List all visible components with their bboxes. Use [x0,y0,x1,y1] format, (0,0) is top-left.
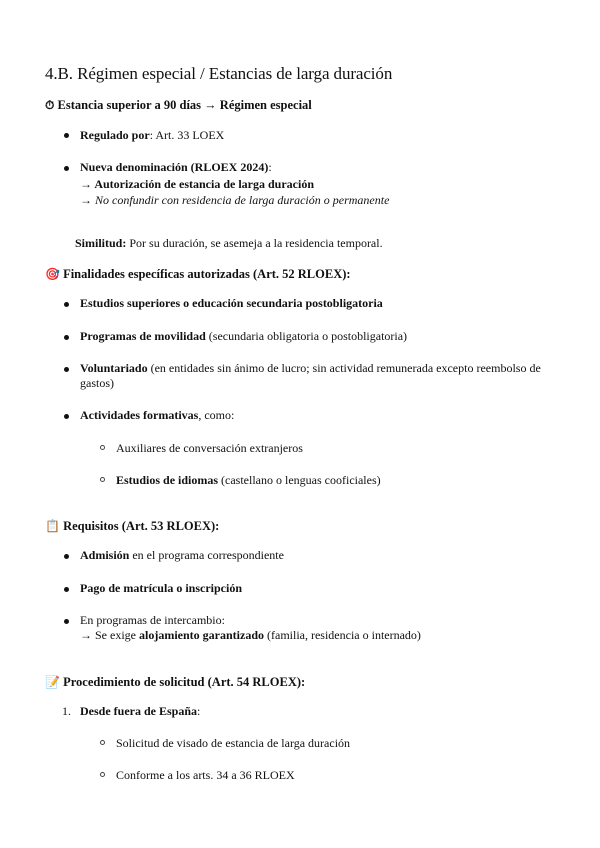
item-label: Programas de movilidad [80,329,206,343]
list-item-intercambio: En programas de intercambio: [80,613,225,627]
section-heading-text: Requisitos (Art. 53 RLOEX): [63,519,220,533]
sub-item-visado: Solicitud de visado de estancia de larga duración [116,736,351,750]
sub-bullet-icon [100,740,105,745]
item-text: en el programa correspondiente [129,548,284,562]
item-label: Desde fuera de España [80,704,198,718]
section-heading-finalidades [45,267,351,282]
similitud-note [75,236,383,251]
item-text: : [197,704,201,718]
section-heading-requisitos [45,519,219,534]
item-label: Regulado por [80,128,150,142]
list-item-movilidad [80,329,407,344]
item-text: (en entidades sin ánimo de lucro; sin actividad remunerada excepto reembolso de gastos) [80,361,541,390]
section-heading-text: Procedimiento de solicitud (Art. 54 RLOEX): [63,675,306,689]
sub-item-idiomas [116,473,381,488]
denominacion-line-2: → Autorización de estancia de larga duración [80,177,314,191]
section-heading-estancia [45,98,312,113]
item-label: Voluntariado [80,361,148,375]
note-label: Similitud: [75,236,127,250]
list-item-denominacion [80,160,272,175]
bullet-icon [64,554,69,559]
item-text: (secundaria obligatoria o postobligatoria) [205,329,408,343]
list-item-formativas [80,408,234,423]
item-label: Actividades formativas [80,408,199,422]
clipboard-icon: 📋 [45,519,60,533]
item-label: Estudios de idiomas [116,473,219,487]
sub-bullet-icon [100,772,105,777]
page-title: 4.B. Régimen especial / Estancias de larga duración [45,64,393,83]
intercambio-line-2 [80,628,421,643]
list-item-regulado [80,128,224,143]
bullet-icon [64,302,69,307]
sub-item-conforme: Conforme a los arts. 34 a 36 RLOEX [116,768,295,782]
bullet-icon [64,619,69,624]
denominacion-line-3: → No confundir con residencia de larga duración o permanente [80,193,390,207]
sub-bullet-icon [100,477,105,482]
item-text: , como: [198,408,235,422]
item-text: (castellano o lenguas cooficiales) [218,473,381,487]
item-text: : [268,160,272,174]
sub-bullet-icon [100,445,105,450]
bullet-icon [64,133,69,138]
item-text: (familia, residencia o internado) [264,628,421,642]
item-label: Admisión [80,548,130,562]
sub-item-auxiliares: Auxiliares de conversación extranjeros [116,441,303,455]
item-label: alojamiento garantizado [139,628,264,642]
target-icon: 🎯 [45,267,60,281]
note-text: Por su duración, se asemeja a la residencia temporal. [126,236,383,250]
item-text: : Art. 33 LOEX [149,128,225,142]
list-item-pago: Pago de matrícula o inscripción [80,581,242,595]
list-item-admision [80,548,284,563]
bullet-icon [64,414,69,419]
memo-icon: 📝 [45,675,60,689]
bullet-icon [64,335,69,340]
item-label: Nueva denominación (RLOEX 2024) [80,160,269,174]
bullet-icon [64,587,69,592]
list-number: 1. [62,704,71,718]
bullet-icon [64,166,69,171]
section-heading-procedimiento [45,675,305,690]
list-item-voluntariado [80,361,550,391]
section-heading-text: Finalidades específicas autorizadas (Art. 52 RLOEX): [63,267,351,281]
item-text: → Se exige [80,628,139,642]
section-heading-text: Estancia superior a 90 días → Régimen especial [57,98,312,112]
bullet-icon [64,367,69,372]
stopwatch-icon: ⏱ [45,98,55,112]
list-item-estudios: Estudios superiores o educación secundaria postobligatoria [80,296,383,310]
list-item-fuera-espana [80,704,200,719]
